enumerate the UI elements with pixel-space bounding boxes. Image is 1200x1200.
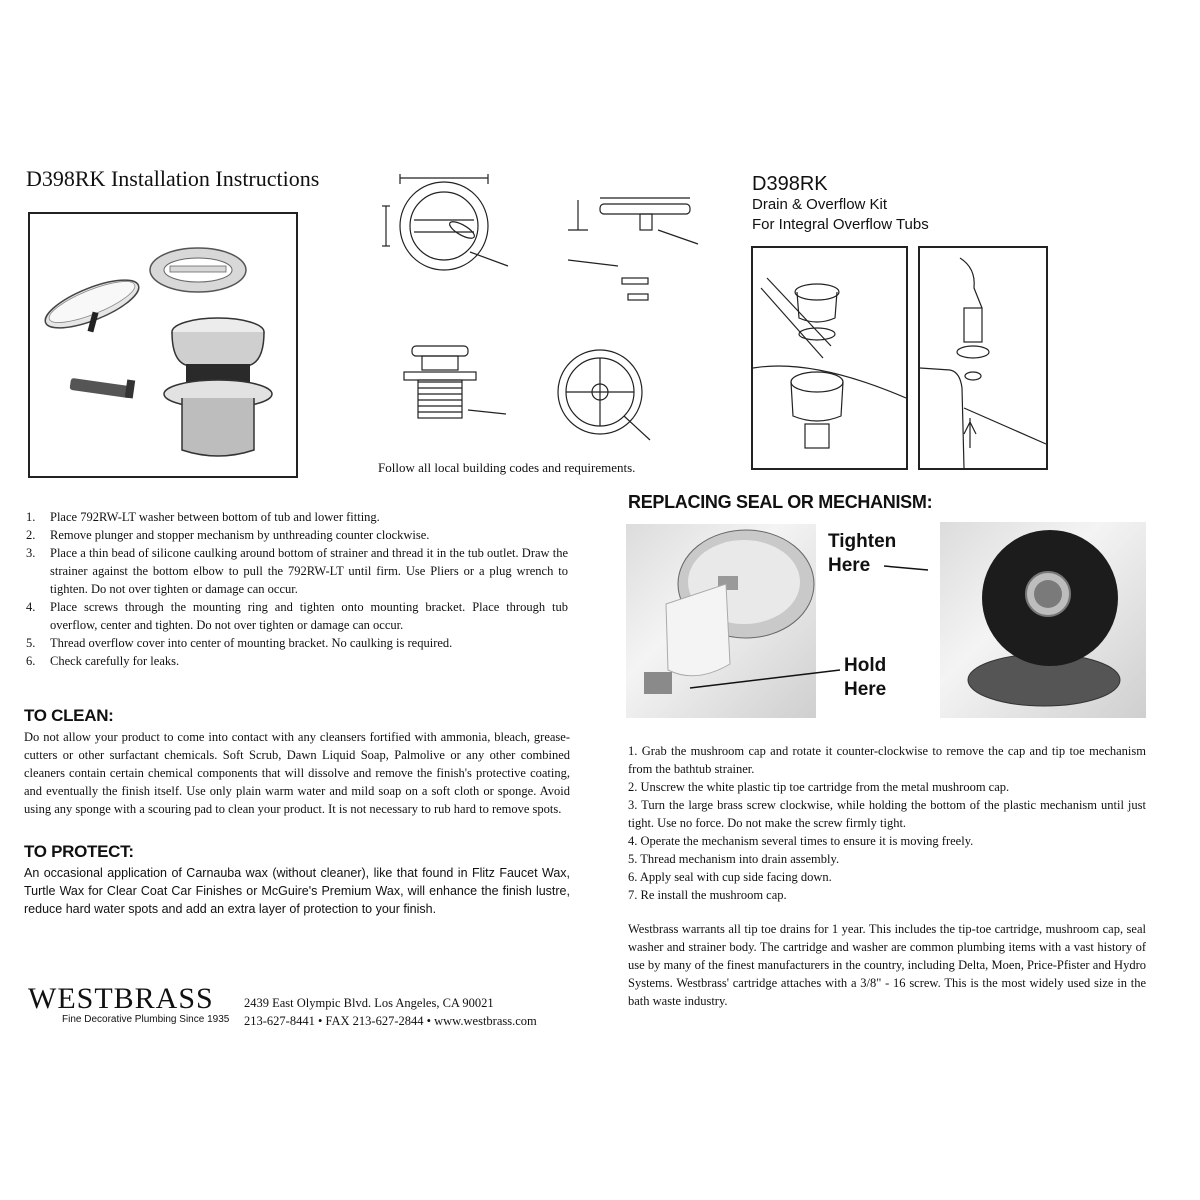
company-address <box>244 994 574 1030</box>
mechanism-photo-tighten <box>940 522 1146 718</box>
protect-heading: TO PROTECT: <box>24 842 134 861</box>
company-tagline: Fine Decorative Plumbing Since 1935 <box>62 1014 230 1025</box>
list-item: 1. Place 792RW-LT washer between bottom of tub and lower fitting. <box>26 510 380 524</box>
list-item: 6. Check carefully for leaks. <box>26 654 180 668</box>
seal-photo-sketch <box>940 522 1146 718</box>
technical-drawings <box>378 170 708 456</box>
replacing-steps <box>628 742 1146 904</box>
protect-text: An occasional application of Carnauba wax (without cleaner), like that found in Flitz Faucet Wax, Turtle Wax for Clear Coat Car Finishes or McGuire's Premium Wax, will enhance the finish lustre, reduce hard water spots and add an extra layer of protection to your finish. <box>24 866 570 916</box>
tighten-label-line1: Tighten <box>828 531 897 552</box>
company-logo: WESTBRASS <box>28 982 214 1015</box>
drain-install-sketch <box>753 248 906 468</box>
kit-title-block <box>752 174 929 235</box>
overflow-plate-drawing <box>382 174 508 270</box>
page-title: D398RK Installation Instructions <box>26 166 320 191</box>
warranty-text: Westbrass warrants all tip toe drains for 1 year. This includes the tip-toe cartridge, mushroom cap, seal washer and strainer body. The cartridge and washer are common plumbing items with a vast history of use by many of the finest manufacturers in the country, including Delta, Moen, Price-Pfister and Hydro Systems. Westbrass' cartridge attaches with a 3/8" - 16 screw. This is the most widely used size in the bath waste industry. <box>628 922 1146 1008</box>
overflow-install-sketch <box>920 248 1046 468</box>
install-illustration-2 <box>918 246 1048 470</box>
strainer-top-drawing <box>558 350 650 440</box>
clean-text: Do not allow your product to come into contact with any cleansers fortified with ammonia, bleach, grease-cutters or other surfactant chemicals. Soft Scrub, Dawn Liquid Soap, Palmolive or any other combined cleaners contain certain chemical components that will dissolve and remove the finish's protective coating, and eventually the finish itself. Use only plain warm water and mild soap on a soft cloth or sponge. Avoid using any sponge with a scouring pad to clean your product. It is not necessary to rub hard to remove spots. <box>24 730 570 816</box>
list-item: 3. Turn the large brass screw clockwise, while holding the bottom of the plastic mechanism until just tight. Use no force. Do not make the screw firmly tight. <box>628 798 1146 830</box>
clean-heading: TO CLEAN: <box>24 706 114 725</box>
list-item: 1. Grab the mushroom cap and rotate it counter-clockwise to remove the cap and tip toe mechanism from the bathtub strainer. <box>628 744 1146 776</box>
address-line: 2439 East Olympic Blvd. Los Angeles, CA 90021 <box>244 996 494 1010</box>
list-item: 7. Re install the mushroom cap. <box>628 888 787 902</box>
plate-side-drawing <box>568 198 698 300</box>
list-item: 5. Thread mechanism into drain assembly. <box>628 852 840 866</box>
hold-label-line2: Here <box>844 679 887 700</box>
building-code-note: Follow all local building codes and requirements. <box>378 460 636 475</box>
product-photo <box>28 212 298 478</box>
list-item: 5. Thread overflow cover into center of mounting bracket. No caulking is required. <box>26 636 453 650</box>
hold-label-line1: Hold <box>844 655 887 676</box>
install-illustration-1 <box>751 246 908 470</box>
list-item: 2. Remove plunger and stopper mechanism by unthreading counter clockwise. <box>26 528 430 542</box>
product-parts-illustration <box>30 214 296 476</box>
list-item: 6. Apply seal with cup side facing down. <box>628 870 832 884</box>
contact-line: 213-627-8441 • FAX 213-627-2844 • www.westbrass.com <box>244 1014 537 1028</box>
kit-subtitle: For Integral Overflow Tubs <box>752 216 929 233</box>
callout-lines <box>620 520 940 720</box>
list-item: 4. Place screws through the mounting ring and tighten onto mounting bracket. Place through tub overflow, center and tighten. Do not over tighten or damage can occur. <box>26 600 568 632</box>
replacing-heading: REPLACING SEAL OR MECHANISM: <box>628 492 933 512</box>
installation-steps <box>26 508 568 670</box>
kit-name: Drain & Overflow Kit <box>752 196 888 213</box>
kit-code: D398RK <box>752 173 828 195</box>
list-item: 4. Operate the mechanism several times to ensure it is moving freely. <box>628 834 974 848</box>
list-item: 2. Unscrew the white plastic tip toe cartridge from the metal mushroom cap. <box>628 780 1010 794</box>
list-item: 3. Place a thin bead of silicone caulking around bottom of strainer and thread it in the tub outlet. Draw the strainer against the bottom elbow to pull the 792RW-LT until firm. Use Pliers or a plug wrench to tighten. Do not over tighten or damage can occur. <box>26 546 568 596</box>
tighten-label-line2: Here <box>828 555 871 576</box>
drain-side-drawing <box>404 346 506 418</box>
